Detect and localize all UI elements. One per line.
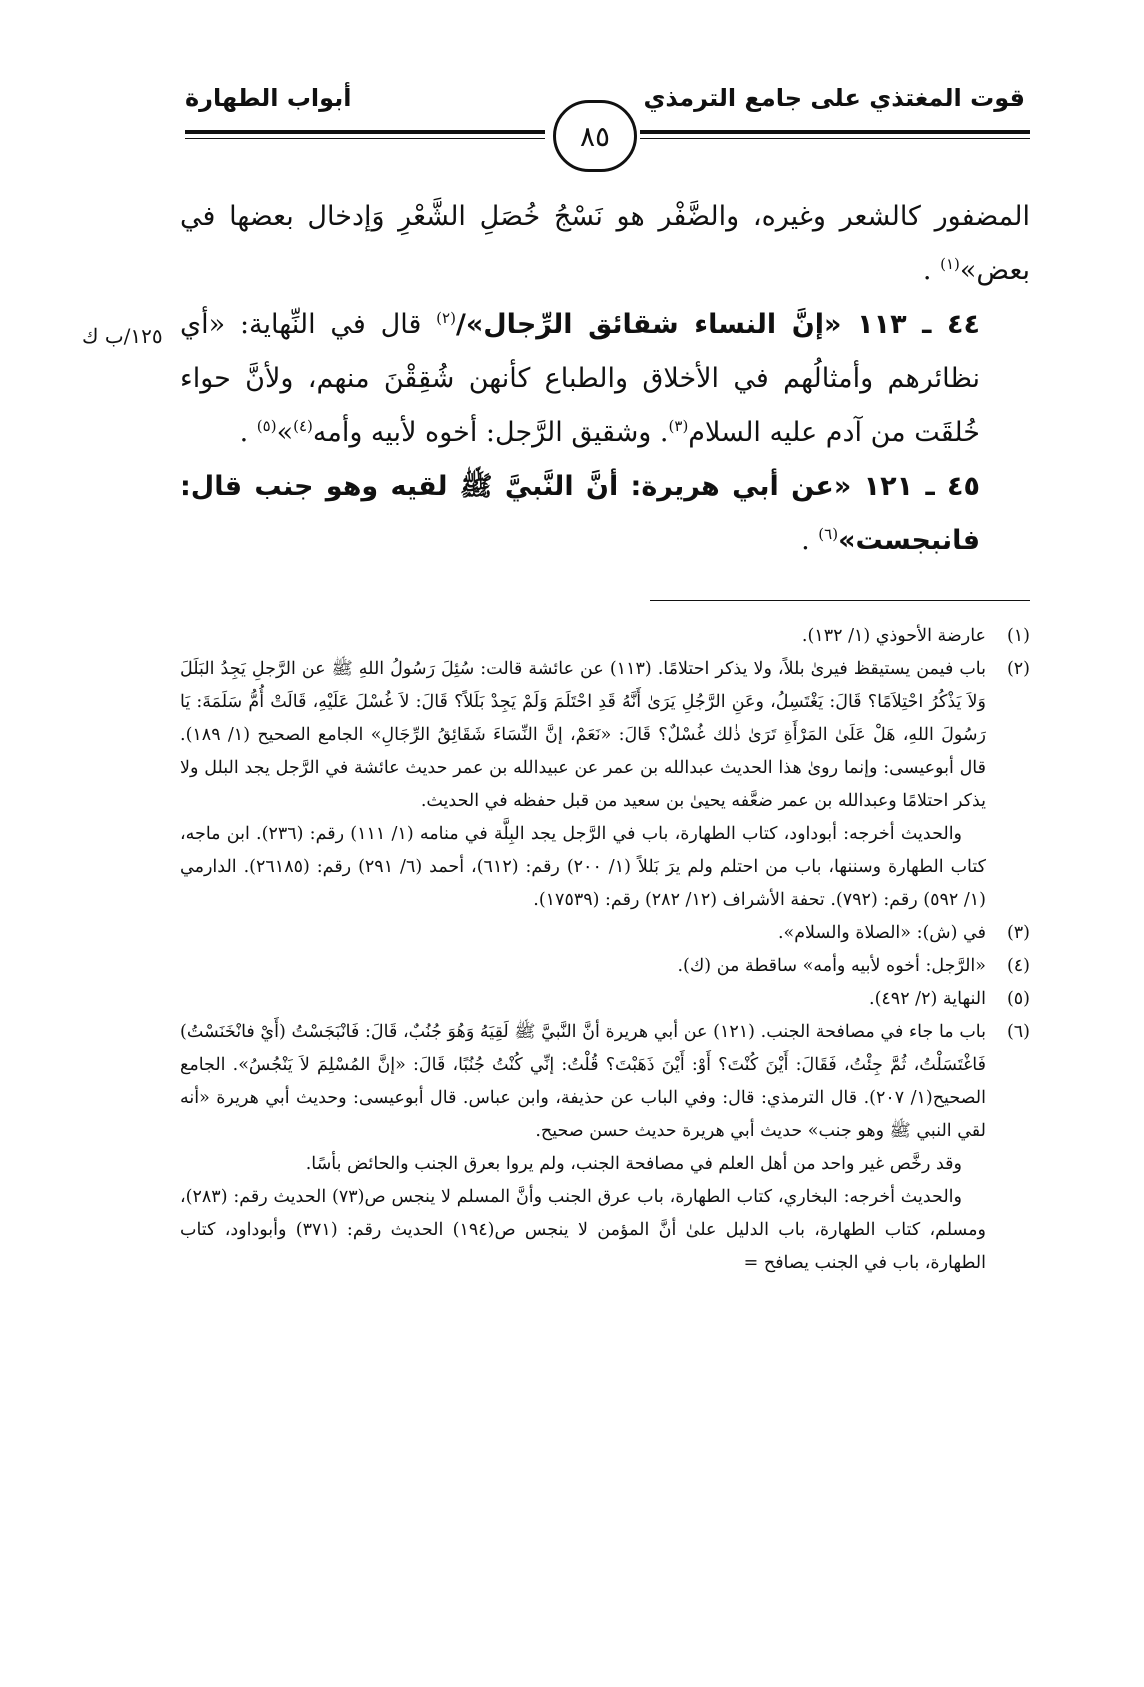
section-title: أبواب الطهارة xyxy=(185,84,352,112)
footnote-number: (٣) xyxy=(1006,923,1030,943)
hadith-113: ٤٤ ـ ١١٣ «إنَّ النساء شقائق الرِّجال»/$^{(٢)}$ قال في النِّهاية: «أي نظائرهم وأمثالُهم في الأخلاق والطباع كأنهن شُقِقْنَ منهم، ولأنَّ حواء خُلقَت من آدم عليه السلام$^{(٣)}$. وشقيق الرَّجل: أخوه لأبيه وأمه$^{(٤)}$»$^{(٥)}$ . xyxy=(180,309,980,448)
header-rule-right xyxy=(640,130,1030,142)
footnotes xyxy=(180,620,1030,1280)
margin-folio-note: ١٢٥/ب ك xyxy=(82,324,163,348)
footnote-number: (٤) xyxy=(1006,956,1030,976)
main-paragraph-1: المضفور كالشعر وغيره، والضَّفْر هو نَسْجُ خُصَلِ الشَّعْرِ وَإدخال بعضها في بعض»$^{(١)}$ . xyxy=(180,201,1030,286)
footnote: (٢) باب فيمن يستيقظ فيرىٰ بللاً، ولا يذكر احتلامًا. (١١٣) عن عائشة قالت: سُئِلَ رَسُولُ اللهِ ﷺ عن الرَّجلِ يَجِدُ البَلَلَ وَلاَ يَذْكُرُ احْتِلاَمًا؟ قَالَ: يَغْتَسِلُ، وعَنِ الرَّجُلِ يَرَىٰ أَنَّهُ قَدِ احْتَلَمَ وَلَمْ يَجِدْ بَلَلاً؟ قَالَ: لاَ غُسْلَ عَلَيْهِ، قَالَتْ أُمُّ سَلَمَةَ: يَا رَسُولَ اللهِ، هَلْ عَلَىٰ المَرْأَةِ تَرَىٰ ذٰلك غُسْلٌ؟ قَالَ: «نَعَمْ، إنَّ النِّسَاءَ شَقَائِقُ الرِّجَالِ» الجامع الصحيح (١/ ١٨٩). قال أبوعيسى: وإنما روىٰ هذا الحديث عبدالله بن عمر عن عبيدالله بن عمر حديث عائشة في الرَّجل يجد البلل ولا يذكر احتلامًا وعبدالله بن عمر ضعَّفه يحيىٰ بن سعيد من قبل حفظه في الحديث. والحديث أخرجه: أبوداود، كتاب الطهارة، باب في الرَّجل يجد البِلَّة في منامه (١/ ١١١) رقم: (٢٣٦). ابن ماجه، كتاب الطهارة وسننها، باب من احتلم ولم يرَ بَللاً (١/ ٢٠٠) رقم: (٦١٢)، أحمد (٦/ ٢٩١) رقم: (٢٦١٨٥). الدارمي (١/ ٥٩٢) رقم: (٧٩٢). تحفة الأشراف (١٢/ ٢٨٢) رقم: (١٧٥٣٩). xyxy=(180,653,1030,917)
header-rule-left xyxy=(185,130,545,142)
footnote: (٣) في (ش): «الصلاة والسلام». xyxy=(180,917,1030,950)
hadith-113-heading: ٤٤ ـ ١١٣ «إنَّ النساء شقائق الرِّجال»/ xyxy=(455,309,980,340)
hadith-121: ٤٥ ـ ١٢١ «عن أبي هريرة: أنَّ النَّبيَّ ﷺ لقيه وهو جنب قال: فانبجست»$^{(٦)}$ . xyxy=(180,471,981,556)
footnote-separator xyxy=(650,600,1030,601)
footnote-ref: (٢) xyxy=(436,309,456,327)
footnote: (٥) النهاية (٢/ ٤٩٢). xyxy=(180,983,1030,1016)
footnote-ref: (٣) xyxy=(668,417,689,435)
footnote-number: (٥) xyxy=(1006,989,1030,1009)
page-number: ٨٥ xyxy=(553,100,637,172)
footnote: (٤) «الرَّجل: أخوه لأبيه وأمه» ساقطة من (ك). xyxy=(180,950,1030,983)
footnote-number: (٦) xyxy=(1006,1022,1030,1042)
hadith-121-heading: ٤٥ ـ ١٢١ «عن أبي هريرة: أنَّ النَّبيَّ ﷺ لقيه وهو جنب قال: فانبجست» xyxy=(180,471,981,556)
main-text xyxy=(180,190,1030,568)
footnote-number: (٢) xyxy=(1006,659,1030,679)
footnote-ref: (٥) xyxy=(256,417,277,435)
footnote-number: (١) xyxy=(1006,626,1030,646)
footnote-ref: (٤) xyxy=(293,417,313,435)
footnote: (١) عارضة الأحوذي (١/ ١٣٢). xyxy=(180,620,1030,653)
footnote-ref: (١) xyxy=(940,255,960,273)
book-title: قوت المغتذي على جامع الترمذي xyxy=(643,84,1025,112)
footnote: (٦) باب ما جاء في مصافحة الجنب. (١٢١) عن أبي هريرة أنَّ النَّبيَّ ﷺ لَقِيَهُ وَهُوَ جُنُبٌ، قَالَ: فَانْبَجَسْتُ (أَيْ فانْخَنَسْتُ) فَاغْتَسَلْتُ، ثُمَّ جِئْتُ، فَقَالَ: أَيْنَ كُنْتَ؟ أَوْ: أَيْنَ ذَهَبْتَ؟ قُلْتُ: إنِّي كُنْتُ جُنُبًا، قَالَ: «إنَّ المُسْلِمَ لاَ يَنْجُسُ». الجامع الصحيح(١/ ٢٠٧). قال الترمذي: قال: وفي الباب عن حذيفة، وابن عباس. قال أبوعيسى: وحديث أبي هريرة «أنه لقي النبي ﷺ وهو جنب» حديث أبي هريرة حديث حسن صحيح. وقد رخَّص غير واحد من أهل العلم في مصافحة الجنب، ولم يروا بعرق الجنب والحائض بأسًا. والحديث أخرجه: البخاري، كتاب الطهارة، باب عرق الجنب وأنَّ المسلم لا ينجس ص(٧٣) الحديث رقم: (٢٨٣)، ومسلم، كتاب الطهارة، باب الدليل علىٰ أنَّ المؤمن لا ينجس ص(١٩٤) الحديث رقم: (٣٧١) وأبوداود، كتاب الطهارة، باب في الجنب يصافح = xyxy=(180,1016,1030,1280)
footnote-ref: (٦) xyxy=(818,525,839,543)
